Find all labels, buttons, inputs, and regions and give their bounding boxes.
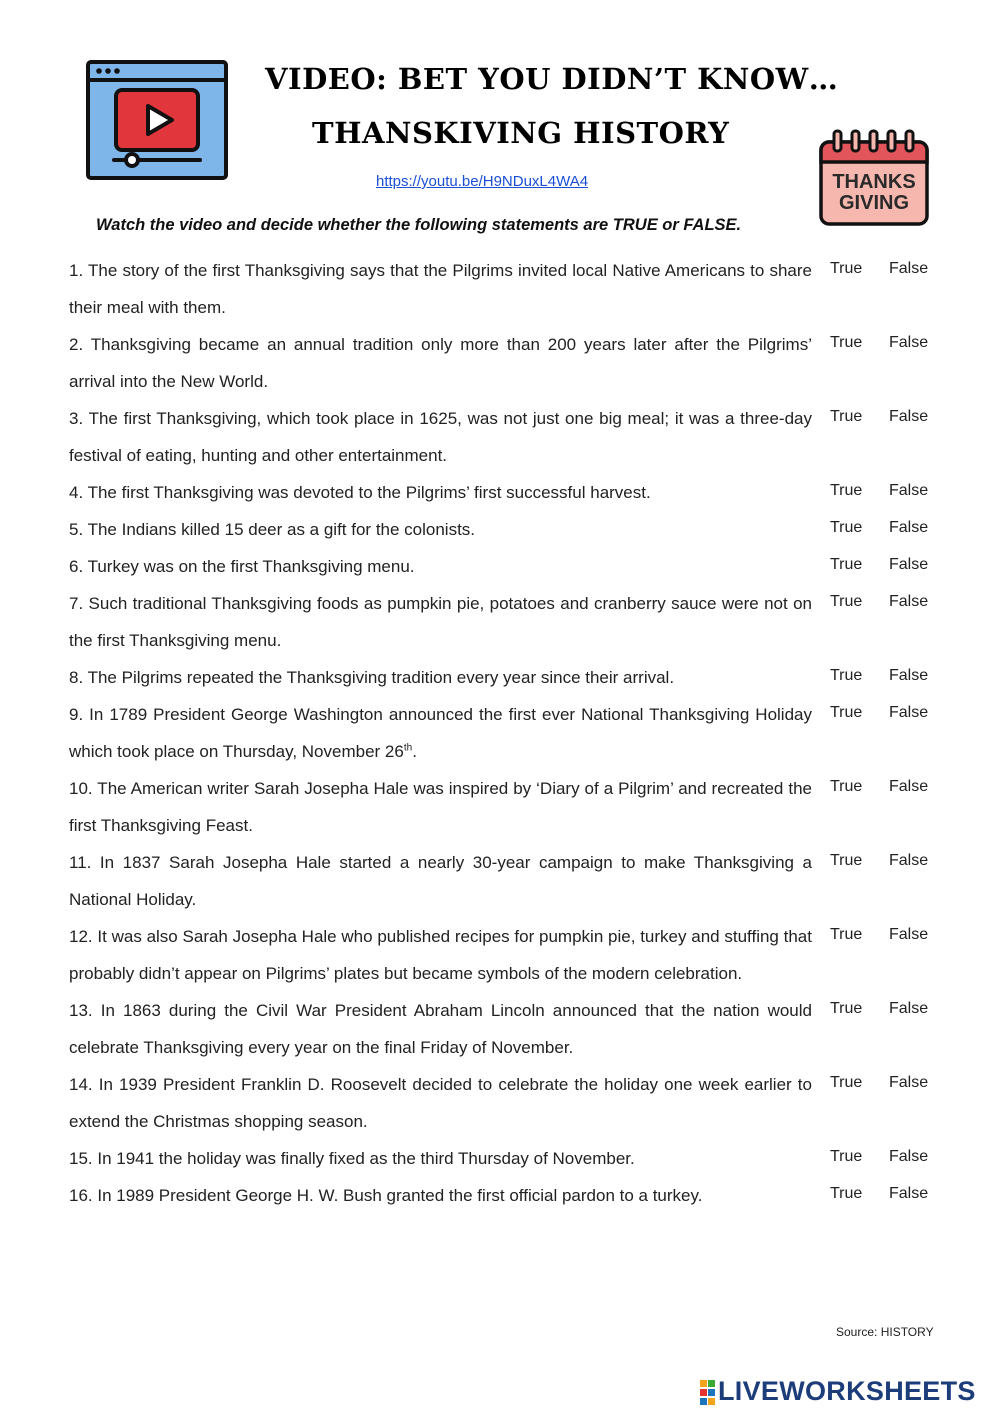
true-option[interactable]: True [830,482,863,499]
video-link[interactable]: https://youtu.be/H9NDuxL4WA4 [376,173,589,190]
question-row [69,844,939,918]
true-option[interactable]: True [830,260,863,277]
true-option[interactable]: True [830,519,863,536]
true-option[interactable]: True [830,704,863,721]
question-row [69,770,939,844]
true-option[interactable]: True [830,334,863,351]
false-option[interactable]: False [889,408,929,425]
true-option[interactable]: True [830,556,863,573]
question-row [69,1066,939,1140]
question-statement: 7. Such traditional Thanksgiving foods as pumpkin pie, potatoes and cranberry sauce were not on the first Thanksgiving menu. [69,594,812,650]
question-text [69,992,812,1066]
question-text [69,770,812,844]
question-text [69,1066,812,1140]
worksheet-title-line-1: VIDEO: BET YOU DIDN’T KNOW… [265,62,839,96]
false-option[interactable]: False [889,926,929,943]
question-statement: 6. Turkey was on the first Thanksgiving menu. [69,557,415,576]
question-text [69,659,812,696]
question-statement: 5. The Indians killed 15 deer as a gift for the colonists. [69,520,476,539]
question-row [69,252,939,326]
true-option[interactable]: True [830,926,863,943]
true-option[interactable]: True [830,1074,863,1091]
question-row [69,992,939,1066]
false-option[interactable]: False [889,593,929,610]
question-row [69,400,939,474]
video-player-icon [86,60,228,180]
false-option[interactable]: False [889,852,929,869]
liveworksheets-logo-icon [700,1378,716,1408]
instructions: Watch the video and decide whether the following statements are TRUE or FALSE. [96,216,742,234]
true-option[interactable]: True [830,1148,863,1165]
false-option[interactable]: False [889,704,929,721]
calendar-text-thanks: THANKS [832,171,916,193]
question-statement: 4. The first Thanksgiving was devoted to the Pilgrims’ first successful harvest. [69,483,651,502]
question-statement: 1. The story of the first Thanksgiving says that the Pilgrims invited local Native Americans to share their meal with them. [69,261,812,317]
question-text [69,252,812,326]
question-statement: 3. The first Thanksgiving, which took place in 1625, was not just one big meal; it was a three-day festival of eating, hunting and other entertainment. [69,409,812,465]
ordinal-suffix: th [403,742,413,754]
question-text [69,548,812,585]
false-option[interactable]: False [889,1000,929,1017]
question-text [69,585,812,659]
question-statement: 16. In 1989 President George H. W. Bush granted the first official pardon to a turkey. [69,1186,703,1205]
source-credit: Source: HISTORY [836,1325,934,1339]
true-option[interactable]: True [830,408,863,425]
true-option[interactable]: True [830,1000,863,1017]
question-row [69,659,939,696]
false-option[interactable]: False [889,1185,929,1202]
question-row [69,326,939,400]
question-text [69,400,812,474]
question-row [69,548,939,585]
question-text [69,844,812,918]
question-row [69,511,939,548]
question-statement: 15. In 1941 the holiday was finally fixed as the third Thursday of November. [69,1149,635,1168]
question-row [69,696,939,770]
false-option[interactable]: False [889,556,929,573]
false-option[interactable]: False [889,1074,929,1091]
question-statement: 2. Thanksgiving became an annual tradition only more than 200 years later after the Pilgrims’ arrival into the New World. [69,335,812,391]
worksheet-title-line-2: THANSKIVING HISTORY [312,116,730,150]
question-statement: 10. The American writer Sarah Josepha Hale was inspired by ‘Diary of a Pilgrim’ and recreated the first Thanksgiving Feast. [69,779,812,835]
false-option[interactable]: False [889,519,929,536]
thanksgiving-calendar-icon [818,128,930,228]
question-text [69,511,812,548]
false-option[interactable]: False [889,1148,929,1165]
question-text [69,326,812,400]
question-statement: 11. In 1837 Sarah Josepha Hale started a nearly 30-year campaign to make Thanksgiving a National Holiday. [69,853,812,909]
question-text [69,918,812,992]
question-text [69,1177,812,1214]
question-list [69,252,939,1214]
false-option[interactable]: False [889,334,929,351]
liveworksheets-logo-text: LIVEWORKSHEETS [718,1376,976,1406]
question-row [69,1177,939,1214]
question-text [69,696,812,770]
true-option[interactable]: True [830,667,863,684]
true-option[interactable]: True [830,1185,863,1202]
question-statement: 14. In 1939 President Franklin D. Roosevelt decided to celebrate the holiday one week earlier to extend the Christmas shopping season. [69,1075,812,1131]
calendar-text-giving: GIVING [838,192,910,214]
question-statement-end: . [412,742,417,761]
true-option[interactable]: True [830,778,863,795]
question-text [69,474,812,511]
question-row [69,585,939,659]
true-option[interactable]: True [830,593,863,610]
false-option[interactable]: False [889,260,929,277]
question-statement: 8. The Pilgrims repeated the Thanksgiving tradition every year since their arrival. [69,668,675,687]
question-statement: 13. In 1863 during the Civil War President Abraham Lincoln announced that the nation would celebrate Thanksgiving every year on the final Friday of November. [69,1001,812,1057]
question-row [69,1140,939,1177]
false-option[interactable]: False [889,667,929,684]
question-row [69,474,939,511]
question-statement: 9. In 1789 President George Washington announced the first ever National Thanksgiving Holiday which took place on Thursday, November 26 [69,705,812,761]
false-option[interactable]: False [889,482,929,499]
false-option[interactable]: False [889,778,929,795]
true-option[interactable]: True [830,852,863,869]
question-text [69,1140,812,1177]
question-statement: 12. It was also Sarah Josepha Hale who published recipes for pumpkin pie, turkey and stuffing that probably didn’t appear on Pilgrims’ plates but became symbols of the modern celebration. [69,927,812,983]
question-row [69,918,939,992]
